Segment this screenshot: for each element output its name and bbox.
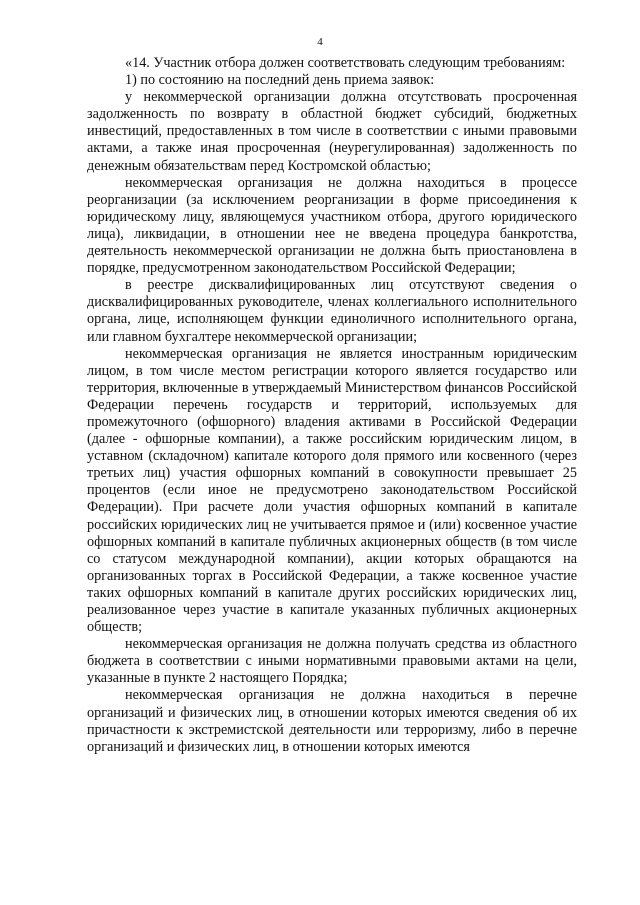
paragraph-requirements-intro: «14. Участник отбора должен соответствовать следующим требованиям: [125, 55, 566, 71]
paragraph-no-debt: у некоммерческой организации должна отсутствовать просроченная задолженность по возврату в областной бюджет субсидий, бюджетных инвестиций, предоставленных в том числе в соответствии с иными правовыми актами, а также иная просроченная (неурегулированная) задолженность по денежным обязательствам перед Костромской областью; [87, 89, 577, 174]
paragraph-disqualified-persons: в реестре дисквалифицированных лиц отсутствуют сведения о дисквалифицированных руководителе, членах коллегиального исполнительного органа, лице, исполняющем функции единоличного исполнительного органа, или главном бухгалтере некоммерческой организации; [87, 277, 577, 345]
paragraph-extremism-list: некоммерческая организация не должна находиться в перечне организаций и физических лиц, в отношении которых имеются сведения об их причастности к экстремистской деятельности или терроризму, либо в перечне организаций и физических лиц, в отношении которых имеются [87, 687, 577, 755]
paragraph-no-other-funds: некоммерческая организация не должна получать средства из областного бюджета в соответствии с иными нормативными правовыми актами на цели, указанные в пункте 2 настоящего Порядка; [87, 636, 577, 687]
paragraph-no-reorganization: некоммерческая организация не должна находиться в процессе реорганизации (за исключением реорганизации в форме присоединения к юридическому лицу, являющемуся участником отбора, другого юридического лица), ликвидации, в отношении нее не введена процедура банкротства, деятельность некоммерческой организации не должна быть приостановлена в порядке, предусмотренном законодательством Российской Федерации; [87, 174, 577, 277]
page-number: 4 [317, 36, 323, 48]
document-body [87, 55, 577, 756]
paragraph-clause-1: 1) по состоянию на последний день приема заявок: [125, 72, 435, 89]
paragraph-not-foreign-entity: некоммерческая организация не является иностранным юридическим лицом, в том числе местом регистрации которого является государство или территория, включенные в утверждаемый Министерством финансов Российской Федерации перечень государств и территорий, используемых для промежуточного (офшорного) владения активами в Российской Федерации (далее - офшорные компании), а также российским юридическим лицом, в уставном (складочном) капитале которого доля прямого или косвенного (через третьих лиц) участия офшорных компаний в совокупности превышает 25 процентов (если иное не предусмотрено законодательством Российской Федерации). При расчете доли участия офшорных компаний в капитале российских юридических лиц не учитывается прямое и (или) косвенное участие офшорных компаний в капитале публичных акционерных обществ (в том числе со статусом международной компании), акции которых обращаются на организованных торгах в Российской Федерации, а также косвенное участие таких офшорных компаний в капитале других российских юридических лиц, реализованное через участие в капитале указанных публичных акционерных обществ; [87, 345, 577, 636]
